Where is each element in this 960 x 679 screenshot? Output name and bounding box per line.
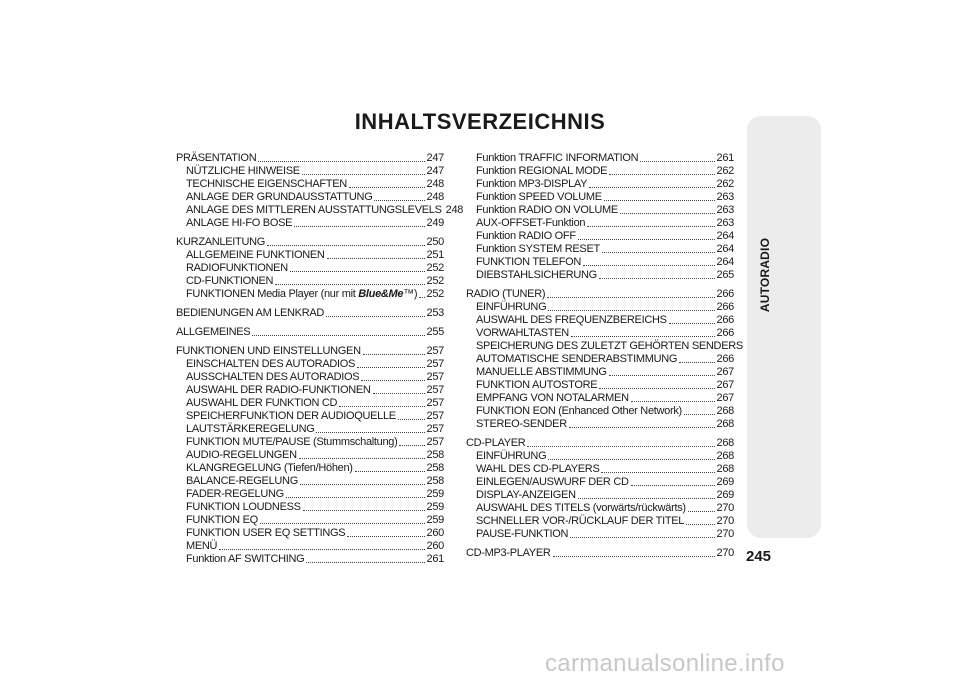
toc-entry-page: 270 [716, 502, 734, 514]
toc-entry-label: FUNKTIONEN UND EINSTELLUNGEN [176, 345, 361, 357]
toc-entry-page: 264 [716, 256, 734, 268]
toc-entry-leader [398, 410, 425, 420]
toc-entry[interactable] [466, 191, 734, 204]
toc-entry[interactable] [176, 288, 444, 301]
toc-entry-leader [583, 256, 715, 266]
toc-entry-page: 248 [426, 178, 444, 190]
toc-entry[interactable] [466, 463, 734, 476]
toc-entry-label: SCHNELLER VOR-/RÜCKLAUF DER TITEL [476, 515, 685, 527]
toc-entry-label: VORWAHLTASTEN [476, 327, 569, 339]
toc-entry-leader [355, 462, 425, 472]
toc-entry[interactable] [466, 327, 734, 340]
toc-entry[interactable] [466, 489, 734, 502]
toc-entry-page: 266 [716, 327, 734, 339]
toc-entry-page: 268 [716, 418, 734, 430]
toc-entry-label: FUNKTION EON (Enhanced Other Network) [476, 405, 682, 417]
toc-entry-label: NÜTZLICHE HINWEISE [186, 165, 300, 177]
toc-entry-leader [620, 204, 715, 214]
toc-entry-leader [604, 191, 715, 201]
toc-entry-label: AUSWAHL DES TITELS (vorwärts/rückwärts) [476, 502, 686, 514]
toc-entry[interactable] [466, 269, 734, 282]
toc-entry-leader [669, 314, 715, 324]
toc-entry-leader [602, 243, 715, 253]
toc-entry-label: AUDIO-REGELUNGEN [186, 449, 297, 461]
toc-entry-page: 260 [426, 527, 444, 539]
toc-entry-page: 261 [716, 152, 734, 164]
toc-entry-page: 270 [716, 547, 734, 559]
toc-entry-page: 252 [426, 262, 444, 274]
toc-entry[interactable] [176, 262, 444, 275]
toc-entry-label: KLANGREGELUNG (Tiefen/Höhen) [186, 462, 353, 474]
toc-entry[interactable] [466, 405, 734, 418]
toc-entry-label: WAHL DES CD-PLAYERS [476, 463, 600, 475]
toc-entry-label: EINFÜHRUNG [476, 450, 547, 462]
toc-entry-page: 260 [426, 540, 444, 552]
toc-entry-label: BALANCE-REGELUNG [186, 475, 298, 487]
toc-entry-label: KURZANLEITUNG [176, 236, 265, 248]
toc-entry-leader [631, 392, 715, 402]
toc-entry-label: Funktion REGIONAL MODE [476, 165, 608, 177]
toc-entry-label: TECHNISCHE EIGENSCHAFTEN [186, 178, 347, 190]
toc-entry[interactable] [176, 178, 444, 191]
toc-entry[interactable] [176, 152, 444, 165]
toc-entry-label: AUTOMATISCHE SENDERABSTIMMUNG [476, 353, 678, 365]
toc-entry-leader [339, 397, 424, 407]
toc-entry[interactable] [466, 288, 734, 301]
toc-entry-page: 264 [716, 243, 734, 255]
toc-entry-label: ANLAGE DER GRUNDAUSSTATTUNG [186, 191, 373, 203]
toc-entry-leader [587, 217, 714, 227]
toc-entry-label: Funktion MP3-DISPLAY [476, 178, 588, 190]
toc-entry[interactable] [466, 256, 734, 269]
toc-entry-leader [275, 275, 424, 285]
toc-entry[interactable] [466, 152, 734, 165]
toc-entry-leader [361, 371, 424, 381]
toc-entry-page: 253 [426, 307, 444, 319]
toc-entry-label: FUNKTION AUTOSTORE [476, 379, 598, 391]
toc-entry[interactable] [176, 423, 444, 436]
toc-entry-label: ALLGEMEINES [176, 326, 251, 338]
toc-entry-label: FUNKTION USER EQ SETTINGS [186, 527, 346, 539]
toc-entry-page: 258 [426, 462, 444, 474]
section-tab-label: AUTORADIO [758, 237, 772, 313]
toc-entry[interactable] [176, 449, 444, 462]
toc-entry-page: 268 [716, 437, 734, 449]
toc-entry-page: 263 [716, 191, 734, 203]
toc-entry[interactable] [466, 502, 734, 515]
toc-entry-page: 257 [426, 358, 444, 370]
toc-entry[interactable] [176, 217, 444, 230]
toc-entry-label: Funktion AF SWITCHING [186, 553, 305, 565]
toc-entry-page: 263 [716, 204, 734, 216]
toc-entry-page: 267 [716, 366, 734, 378]
toc-entry-page: 247 [426, 152, 444, 164]
page-title: INHALTSVERZEICHNIS [354, 109, 606, 134]
toc-entry-page: 252 [426, 288, 444, 300]
toc-entry-page: 268 [716, 405, 734, 417]
toc-entry-page: 262 [716, 178, 734, 190]
toc-entry-leader [219, 540, 424, 550]
toc-entry-page: 250 [426, 236, 444, 248]
toc-entry-leader [326, 307, 425, 317]
toc-entry-label: AUSWAHL DES FREQUENZBEREICHS [476, 314, 667, 326]
toc-entry-label: AUX-OFFSET-Funktion [476, 217, 586, 229]
toc-entry-leader [553, 547, 715, 557]
toc-entry-leader [349, 178, 425, 188]
toc-entry-leader [374, 191, 424, 201]
toc-entry-label: STEREO-SENDER [476, 418, 567, 430]
toc-entry-leader [599, 269, 715, 279]
toc-left-column [176, 152, 464, 566]
toc-entry[interactable] [176, 345, 444, 358]
toc-entry-page: 269 [716, 476, 734, 488]
toc-entry-page: 252 [426, 275, 444, 287]
toc-entry[interactable] [176, 527, 444, 540]
toc-entry[interactable] [176, 275, 444, 288]
toc-entry[interactable] [466, 379, 734, 392]
toc-entry-label: AUSWAHL DER FUNKTION CD [186, 397, 338, 409]
toc-entry[interactable] [466, 314, 734, 327]
toc-entry-label: FUNKTIONEN Media Player (nur mit Blue&Me™) [186, 288, 418, 300]
toc-entry-page: 266 [716, 353, 734, 365]
toc-entry[interactable] [176, 475, 444, 488]
toc-entry-page: 269 [716, 489, 734, 501]
toc-entry-leader [267, 236, 425, 246]
toc-entry-page: 266 [716, 288, 734, 300]
toc-entry-page: 247 [426, 165, 444, 177]
toc-entry-leader [258, 152, 424, 162]
toc-entry-leader [373, 384, 425, 394]
toc-entry[interactable] [466, 243, 734, 256]
toc-entry[interactable] [466, 301, 734, 314]
toc-entry[interactable] [176, 165, 444, 178]
toc-entry-page: 257 [426, 436, 444, 448]
toc-entry-leader [303, 501, 425, 511]
toc-entry-label: CD-MP3-PLAYER [466, 547, 551, 559]
toc-entry-page: 267 [716, 379, 734, 391]
toc-entry[interactable] [466, 165, 734, 178]
watermark: carmanualsonline.info [545, 650, 785, 677]
toc-entry-label: Funktion RADIO ON VOLUME [476, 204, 618, 216]
toc-entry-label: ALLGEMEINE FUNKTIONEN [186, 249, 325, 261]
toc-entry-label: LAUTSTÄRKEREGELUNG [186, 423, 315, 435]
toc-entry[interactable] [466, 230, 734, 243]
toc-entry-label: RADIO (TUNER) [466, 288, 546, 300]
toc-entry-label: FUNKTION LOUDNESS [186, 501, 301, 513]
toc-entry-page: 257 [426, 371, 444, 383]
toc-entry-leader [357, 358, 424, 368]
toc-entry-leader [527, 437, 714, 447]
toc-entry[interactable] [466, 547, 734, 560]
toc-entry-page: 257 [426, 397, 444, 409]
toc-entry-label: AUSSCHALTEN DES AUTORADIOS [186, 371, 360, 383]
toc-entry-label: ANLAGE HI-FO BOSE [186, 217, 293, 229]
toc-entry-label: FUNKTION EQ [186, 514, 258, 526]
toc-entry-label: EINSCHALTEN DES AUTORADIOS [186, 358, 356, 370]
toc-entry[interactable] [176, 488, 444, 501]
toc-entry-page: 265 [716, 269, 734, 281]
toc-entry-leader [347, 527, 424, 537]
toc-entry[interactable] [176, 307, 444, 320]
toc-entry-label: Funktion RADIO OFF [476, 230, 576, 242]
toc-entry-leader [679, 353, 714, 363]
toc-entry[interactable] [466, 340, 743, 353]
toc-entry-leader [589, 178, 714, 188]
toc-entry-page: 255 [426, 326, 444, 338]
toc-entry[interactable] [176, 397, 444, 410]
toc-entry-label: RADIOFUNKTIONEN [186, 262, 288, 274]
toc-entry-label: SPEICHERFUNKTION DER AUDIOQUELLE [186, 410, 396, 422]
toc-entry-leader [286, 488, 425, 498]
toc-entry[interactable] [466, 515, 734, 528]
toc-entry-leader [294, 217, 424, 227]
toc-entry-leader [686, 515, 714, 525]
toc-entry-label: FADER-REGELUNG [186, 488, 284, 500]
toc-entry[interactable] [466, 353, 734, 366]
toc-entry[interactable] [176, 358, 444, 371]
toc-entry[interactable] [176, 540, 444, 553]
toc-entry-leader [299, 449, 425, 459]
toc-entry-label: EINLEGEN/AUSWURF DER CD [476, 476, 629, 488]
toc-entry-leader [399, 436, 424, 446]
toc-entry-page: 270 [716, 515, 734, 527]
toc-entry-label: BEDIENUNGEN AM LENKRAD [176, 307, 325, 319]
toc-entry-leader [631, 476, 715, 486]
toc-entry-label: Funktion SYSTEM RESET [476, 243, 600, 255]
toc-entry-leader [569, 418, 715, 428]
toc-entry-leader [419, 288, 424, 298]
toc-entry[interactable] [176, 191, 444, 204]
toc-entry-page: 259 [426, 501, 444, 513]
page-number: 245 [746, 548, 772, 565]
toc-entry-label: ANLAGE DES MITTLEREN AUSSTATTUNGSLEVELS [186, 204, 442, 216]
toc-entry-label: DIEBSTAHLSICHERUNG [476, 269, 597, 281]
toc-entry-page: 266 [716, 301, 734, 313]
toc-entry[interactable] [176, 236, 444, 249]
toc-entry[interactable] [176, 436, 444, 449]
toc-entry-label: PRÄSENTATION [176, 152, 257, 164]
toc-entry-leader [609, 366, 715, 376]
toc-entry-leader [578, 489, 715, 499]
toc-entry-page: 257 [426, 345, 444, 357]
toc-entry[interactable] [466, 366, 734, 379]
toc-right-column [466, 152, 743, 560]
toc-entry[interactable] [176, 462, 444, 475]
toc-entry-leader [260, 514, 425, 524]
toc-entry[interactable] [466, 392, 734, 405]
toc-entry-label: FUNKTION MUTE/PAUSE (Stummschaltung) [186, 436, 398, 448]
toc-entry-leader [570, 528, 714, 538]
toc-entry[interactable] [466, 178, 734, 191]
toc-entry[interactable] [176, 501, 444, 514]
toc-entry-page: 258 [426, 475, 444, 487]
toc-entry-label: Funktion TRAFFIC INFORMATION [476, 152, 639, 164]
toc-entry[interactable] [466, 528, 734, 541]
toc-entry-page: 257 [426, 410, 444, 422]
toc-entry[interactable] [466, 450, 734, 463]
toc-entry-page: 270 [716, 528, 734, 540]
toc-entry-page: 249 [426, 217, 444, 229]
toc-entry[interactable] [176, 204, 464, 217]
toc-entry-leader [601, 463, 714, 473]
toc-entry-page: 268 [716, 463, 734, 475]
toc-entry-label: CD-PLAYER [466, 437, 526, 449]
toc-entry-page: 248 [445, 204, 464, 216]
toc-entry-label: EINFÜHRUNG [476, 301, 547, 313]
toc-entry-leader [363, 345, 425, 355]
toc-entry-label: CD-FUNKTIONEN [186, 275, 274, 287]
toc-entry-page: 257 [426, 423, 444, 435]
toc-entry-page: 268 [716, 450, 734, 462]
toc-entry-leader [609, 165, 714, 175]
toc-entry-leader [306, 553, 424, 563]
toc-entry-leader [300, 475, 425, 485]
toc-entry-leader [548, 301, 714, 311]
toc-entry-label: FUNKTION TELEFON [476, 256, 582, 268]
toc-entry[interactable] [466, 217, 734, 230]
toc-entry-leader [316, 423, 424, 433]
toc-entry-label: Funktion SPEED VOLUME [476, 191, 602, 203]
toc-entry-page: 263 [716, 217, 734, 229]
toc-entry-leader [547, 288, 714, 298]
toc-entry[interactable] [176, 249, 444, 262]
toc-entry[interactable] [466, 204, 734, 217]
toc-entry-page: 264 [716, 230, 734, 242]
toc-entry[interactable] [176, 410, 444, 423]
toc-entry-leader [688, 502, 715, 512]
toc-entry-label: MENÜ [186, 540, 218, 552]
toc-entry-page: 251 [426, 249, 444, 261]
toc-entry[interactable] [466, 476, 734, 489]
toc-entry-leader [578, 230, 715, 240]
toc-entry-page: 259 [426, 488, 444, 500]
toc-entry-label: SPEICHERUNG DES ZULETZT GEHÖRTEN SENDERS [476, 340, 743, 352]
toc-entry-page: 248 [426, 191, 444, 203]
toc-entry-page: 267 [716, 392, 734, 404]
toc-entry[interactable] [176, 326, 444, 339]
toc-entry[interactable] [176, 371, 444, 384]
toc-entry-label: DISPLAY-ANZEIGEN [476, 489, 576, 501]
toc-entry-leader [290, 262, 425, 272]
toc-entry-label: PAUSE-FUNKTION [476, 528, 569, 540]
toc-entry[interactable] [466, 418, 734, 431]
toc-entry[interactable] [176, 553, 444, 566]
toc-entry-page: 261 [426, 553, 444, 565]
toc-entry-label: MANUELLE ABSTIMMUNG [476, 366, 607, 378]
toc-entry[interactable] [466, 437, 734, 450]
toc-entry-page: 257 [426, 384, 444, 396]
toc-entry-label: EMPFANG VON NOTALARMEN [476, 392, 629, 404]
toc-entry-page: 262 [716, 165, 734, 177]
toc-entry-label: AUSWAHL DER RADIO-FUNKTIONEN [186, 384, 371, 396]
toc-entry-leader [327, 249, 425, 259]
toc-entry-leader [548, 450, 714, 460]
toc-entry[interactable] [176, 384, 444, 397]
toc-entry-leader [302, 165, 425, 175]
toc-entry-leader [599, 379, 714, 389]
toc-entry-leader [640, 152, 714, 162]
toc-entry-leader [252, 326, 424, 336]
toc-entry[interactable] [176, 514, 444, 527]
section-tab-label-wrap [757, 215, 773, 335]
toc-entry-page: 258 [426, 449, 444, 461]
toc-entry-page: 266 [716, 314, 734, 326]
toc-entry-leader [684, 405, 715, 415]
toc-entry-page: 259 [426, 514, 444, 526]
toc-entry-leader [571, 327, 715, 337]
